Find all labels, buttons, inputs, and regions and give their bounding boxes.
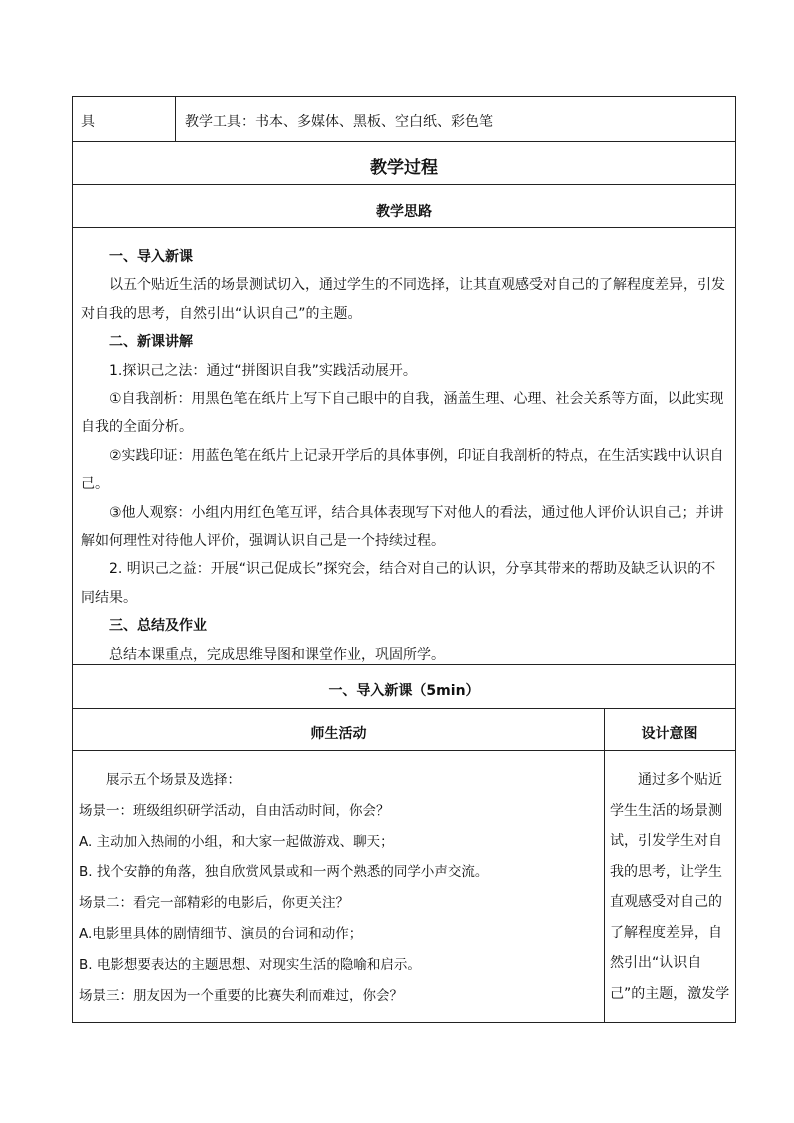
activity-line: 场景二：看完一部精彩的电影后，你更关注？ xyxy=(79,895,349,912)
row-divider xyxy=(73,184,735,185)
process-title: 教学过程 xyxy=(370,158,438,178)
activity-line: 场景一：班级组织研学活动，自由活动时间，你会？ xyxy=(79,802,390,819)
intro-section-title: 一、导入新课（5min） xyxy=(328,683,480,699)
tools-row-label: 具 xyxy=(81,114,95,130)
section-heading: 一、导入新课 xyxy=(109,249,193,265)
column-divider xyxy=(175,97,176,141)
row-divider xyxy=(73,708,735,709)
tools-row-text: 教学工具：书本、多媒体、黑板、空白纸、彩色笔 xyxy=(185,114,493,130)
section-heading: 二、新课讲解 xyxy=(109,334,193,351)
row-divider xyxy=(73,750,735,751)
activity-line: 场景三：朋友因为一个重要的比赛失利而难过，你会？ xyxy=(79,987,403,1004)
activity-line: 展示五个场景及选择： xyxy=(106,772,241,788)
design-intent-cell xyxy=(610,765,732,1009)
paragraph: 2. 明识己之益：开展“识己促成长”探究会，结合对自己的认识，分享其带来的帮助及缺乏认识的不同结果。 xyxy=(81,561,716,606)
activities-cell xyxy=(79,765,599,1011)
design-intent-text: 通过多个贴近学生生活的场景测试，引发学生对自我的思考，让学生直观感受对自己的了解程度差异，自然引出“认识自己”的主题，激发学 xyxy=(610,772,730,1002)
section-heading: 三、总结及作业 xyxy=(109,618,207,635)
column-divider xyxy=(604,708,605,1022)
row-divider xyxy=(73,141,735,142)
activity-line: A.电影里具体的剧情细节、演员的台词和动作； xyxy=(79,925,363,942)
paragraph: ①自我剖析：用黑色笔在纸片上写下自己眼中的自我，涵盖生理、心理、社会关系等方面，以此实现自我的全面分析。 xyxy=(81,391,724,436)
column-header-activities: 师生活动 xyxy=(310,726,367,742)
paragraph: ②实践印证：用蓝色笔在纸片上记录开学后的具体事例，印证自我剖析的特点，在生活实践中认识自己。 xyxy=(81,447,724,493)
paragraph: ③他人观察：小组内用红色笔互评，结合具体表现写下对他人的看法，通过他人评价认识自己；并讲解如何理性对待他人评价，强调认识自己是一个持续过程。 xyxy=(81,504,724,550)
row-divider xyxy=(73,227,735,228)
approach-body xyxy=(81,243,729,669)
activity-line: A. 主动加入热闹的小组，和大家一起做游戏、聊天； xyxy=(79,833,394,850)
column-header-intent: 设计意图 xyxy=(641,726,698,742)
activity-line: B. 找个安静的角落，独自欣赏风景或和一两个熟悉的同学小声交流。 xyxy=(79,864,489,881)
paragraph: 1.探识己之法：通过“拼图识自我”实践活动展开。 xyxy=(109,362,417,379)
paragraph: 以五个贴近生活的场景测试切入，通过学生的不同选择，让其直观感受对自己的了解程度差异，引发对自我的思考，自然引出“认识自己”的主题。 xyxy=(81,277,725,322)
activity-line: B. 电影想要表达的主题思想、对现实生活的隐喻和启示。 xyxy=(79,956,421,973)
paragraph: 总结本课重点，完成思维导图和课堂作业，巩固所学。 xyxy=(109,646,445,663)
approach-title: 教学思路 xyxy=(376,204,432,220)
lesson-plan-table xyxy=(72,96,736,1023)
